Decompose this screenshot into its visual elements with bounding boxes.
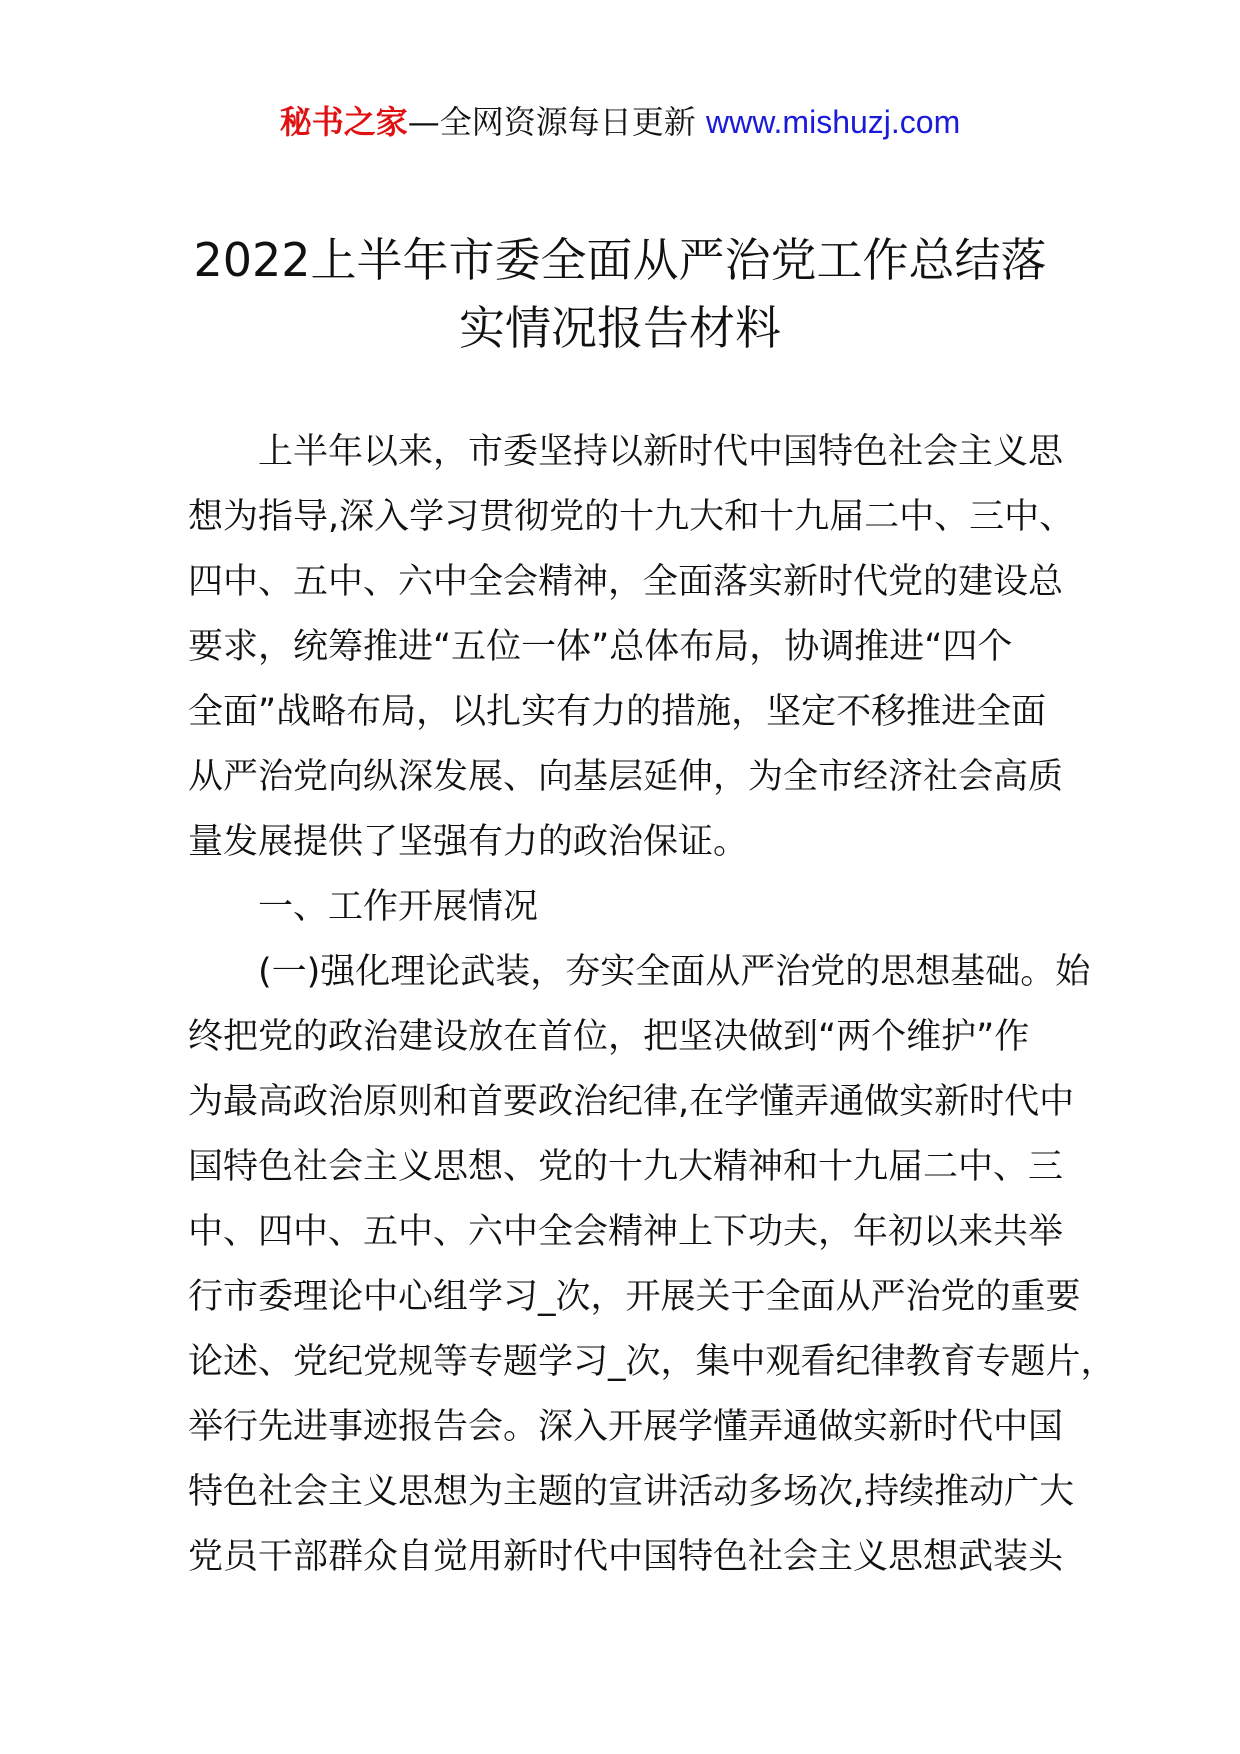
paragraph-line: 为最高政治原则和首要政治纪律,在学懂弄通做实新时代中	[188, 1082, 1075, 1122]
site-url-link[interactable]: www.mishuzj.com	[705, 104, 961, 140]
paragraph-line: 行市委理论中心组学习_次，开展关于全面从严治党的重要	[188, 1277, 1081, 1317]
section-heading: 一、工作开展情况	[258, 887, 539, 927]
header-slogan: —全网资源每日更新	[407, 103, 706, 141]
paragraph-line: 全面”战略布局，以扎实有力的措施，坚定不移推进全面	[188, 692, 1047, 732]
document-title	[150, 226, 1090, 362]
paragraph-line: 中、四中、五中、六中全会精神上下功夫，年初以来共举	[188, 1212, 1064, 1252]
document-body	[188, 420, 1116, 1590]
paragraph-line: 四中、五中、六中全会精神，全面落实新时代党的建设总	[188, 562, 1064, 602]
paragraph-line: 举行先进事迹报告会。深入开展学懂弄通做实新时代中国	[188, 1407, 1064, 1447]
paragraph-line: 终把党的政治建设放在首位，把坚决做到“两个维护”作	[188, 1017, 1030, 1057]
paragraph-line: 上半年以来，市委坚持以新时代中国特色社会主义思	[258, 432, 1064, 472]
site-header	[0, 100, 1240, 144]
paragraph-line: 量发展提供了坚强有力的政治保证。	[188, 822, 749, 862]
paragraph-line: 论述、党纪党规等专题学习_次，集中观看纪律教育专题片，	[188, 1342, 1116, 1382]
title-line-1: 2022上半年市委全面从严治党工作总结落	[193, 233, 1047, 287]
paragraph-line: 要求，统筹推进“五位一体”总体布局，协调推进“四个	[188, 627, 1013, 667]
paragraph-line: 特色社会主义思想为主题的宣讲活动多场次,持续推动广大	[188, 1472, 1075, 1512]
paragraph-line: 从严治党向纵深发展、向基层延伸，为全市经济社会高质	[188, 757, 1064, 797]
brand-name: 秘书之家	[279, 103, 408, 141]
paragraph-line: 国特色社会主义思想、党的十九大精神和十九届二中、三	[188, 1147, 1064, 1187]
paragraph-line: 想为指导,深入学习贯彻党的十九大和十九届二中、三中、	[188, 497, 1075, 537]
paragraph-line: (一)强化理论武装，夯实全面从严治党的思想基础。始	[258, 952, 1091, 992]
paragraph-line: 党员干部群众自觉用新时代中国特色社会主义思想武装头	[188, 1537, 1064, 1577]
title-line-2: 实情况报告材料	[459, 301, 781, 355]
